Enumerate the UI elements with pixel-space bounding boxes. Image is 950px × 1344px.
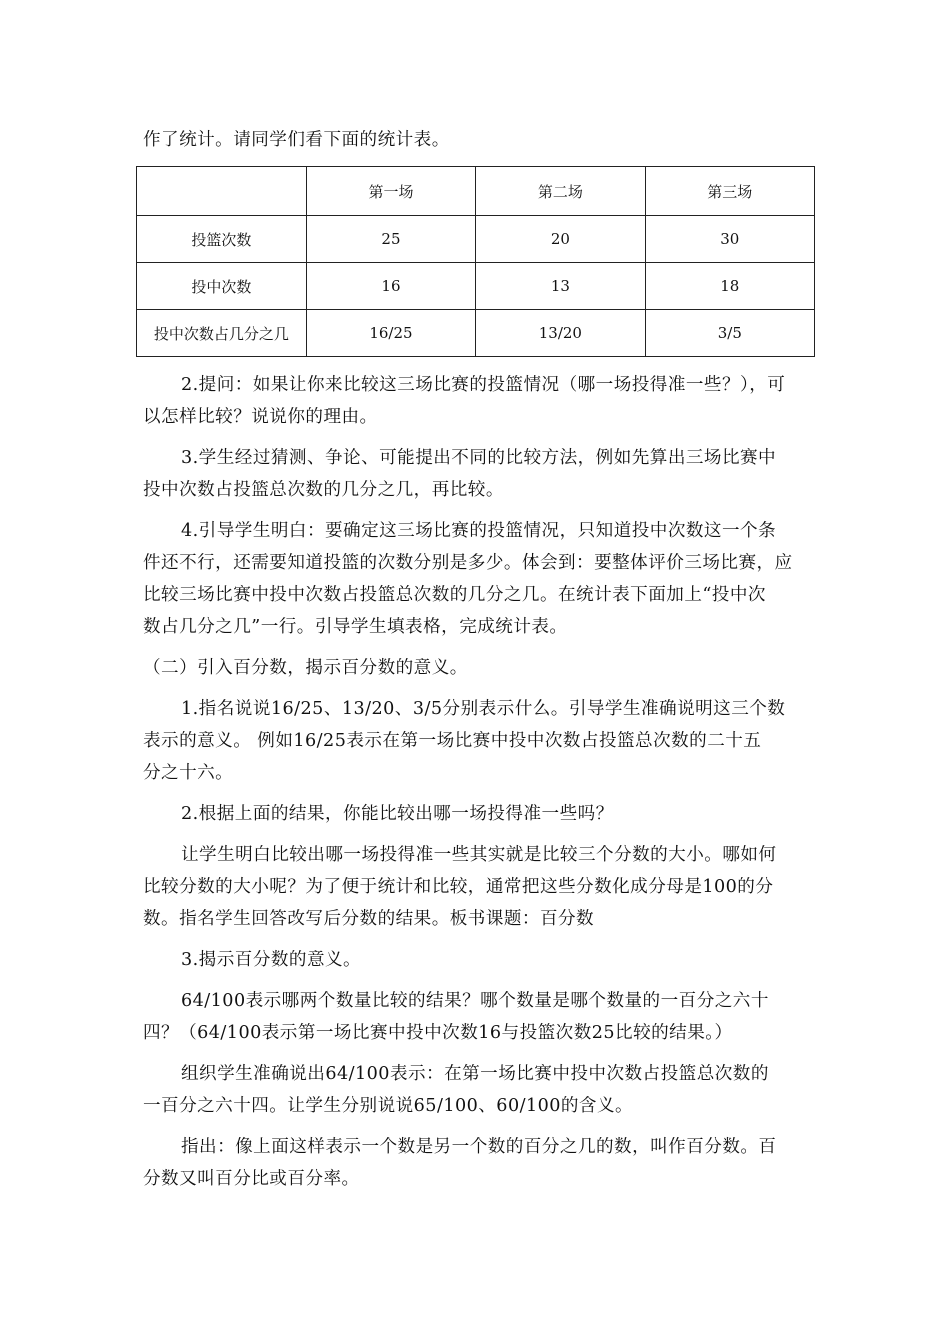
table-header-cell: 第一场	[306, 167, 475, 216]
intro-text: 作了统计。请同学们看下面的统计表。	[143, 130, 450, 150]
paragraph-line: 分数又叫百分比或百分率。	[143, 1169, 360, 1189]
paragraph-line: 投中次数占投篮总次数的几分之几，再比较。	[143, 480, 504, 500]
paragraph-line: 数。指名学生回答改写后分数的结果。板书课题：百分数	[143, 909, 595, 929]
table-cell: 18	[645, 263, 814, 310]
table-cell: 13	[476, 263, 645, 310]
table-cell: 16/25	[306, 310, 475, 357]
paragraph-line: 3.揭示百分数的意义。	[181, 950, 362, 970]
paragraph-line: 比较分数的大小呢？为了便于统计和比较，通常把这些分数化成分母是100的分	[143, 877, 774, 897]
paragraph-line: 一百分之六十四。让学生分别说说65/100、60/100的含义。	[143, 1096, 634, 1116]
table-cell: 13/20	[476, 310, 645, 357]
paragraph-line: 指出：像上面这样表示一个数是另一个数的百分之几的数，叫作百分数。百	[181, 1137, 777, 1157]
paragraph-line: 2.根据上面的结果，你能比较出哪一场投得准一些吗？	[181, 804, 614, 824]
paragraph-line: 组织学生准确说出64/100表示：在第一场比赛中投中次数占投篮总次数的	[181, 1064, 769, 1084]
table-row	[137, 310, 815, 357]
table-header-cell: 第三场	[645, 167, 814, 216]
table-header-row	[137, 167, 815, 216]
table-cell: 3/5	[645, 310, 814, 357]
paragraph-line: 1.指名说说16/25、13/20、3/5分别表示什么。引导学生准确说明这三个数	[181, 699, 786, 719]
paragraph-line: 2.提问：如果让你来比较这三场比赛的投篮情况（哪一场投得准一些？），可	[181, 375, 786, 395]
paragraph-line: 比较三场比赛中投中次数占投篮总次数的几分之几。在统计表下面加上“投中次	[143, 585, 766, 605]
paragraph-line: 4.引导学生明白：要确定这三场比赛的投篮情况，只知道投中次数这一个条	[181, 521, 777, 541]
table-cell: 25	[306, 216, 475, 263]
table-header-cell: 第二场	[476, 167, 645, 216]
paragraph-line: 件还不行，还需要知道投篮的次数分别是多少。体会到：要整体评价三场比赛，应	[143, 553, 793, 573]
paragraph-line: 数占几分之几”一行。引导学生填表格，完成统计表。	[143, 617, 568, 637]
statistics-table	[136, 166, 815, 357]
table-row	[137, 216, 815, 263]
paragraph-line: 四？（64/100表示第一场比赛中投中次数16与投篮次数25比较的结果。）	[143, 1023, 733, 1043]
paragraph-line: 64/100表示哪两个数量比较的结果？哪个数量是哪个数量的一百分之六十	[181, 991, 769, 1011]
section-heading: （二）引入百分数，揭示百分数的意义。	[143, 658, 468, 678]
row-label: 投中次数	[137, 263, 307, 310]
table-cell: 30	[645, 216, 814, 263]
paragraph-line: 以怎样比较？说说你的理由。	[143, 407, 378, 427]
table-cell: 20	[476, 216, 645, 263]
table-row	[137, 263, 815, 310]
row-label: 投篮次数	[137, 216, 307, 263]
paragraph-line: 3.学生经过猜测、争论、可能提出不同的比较方法，例如先算出三场比赛中	[181, 448, 777, 468]
paragraph-line: 让学生明白比较出哪一场投得准一些其实就是比较三个分数的大小。哪如何	[181, 845, 777, 865]
table-header-cell	[137, 167, 307, 216]
row-label: 投中次数占几分之几	[137, 310, 307, 357]
table-cell: 16	[306, 263, 475, 310]
paragraph-line: 表示的意义。 例如16/25表示在第一场比赛中投中次数占投篮总次数的二十五	[143, 731, 762, 751]
paragraph-line: 分之十六。	[143, 763, 234, 783]
